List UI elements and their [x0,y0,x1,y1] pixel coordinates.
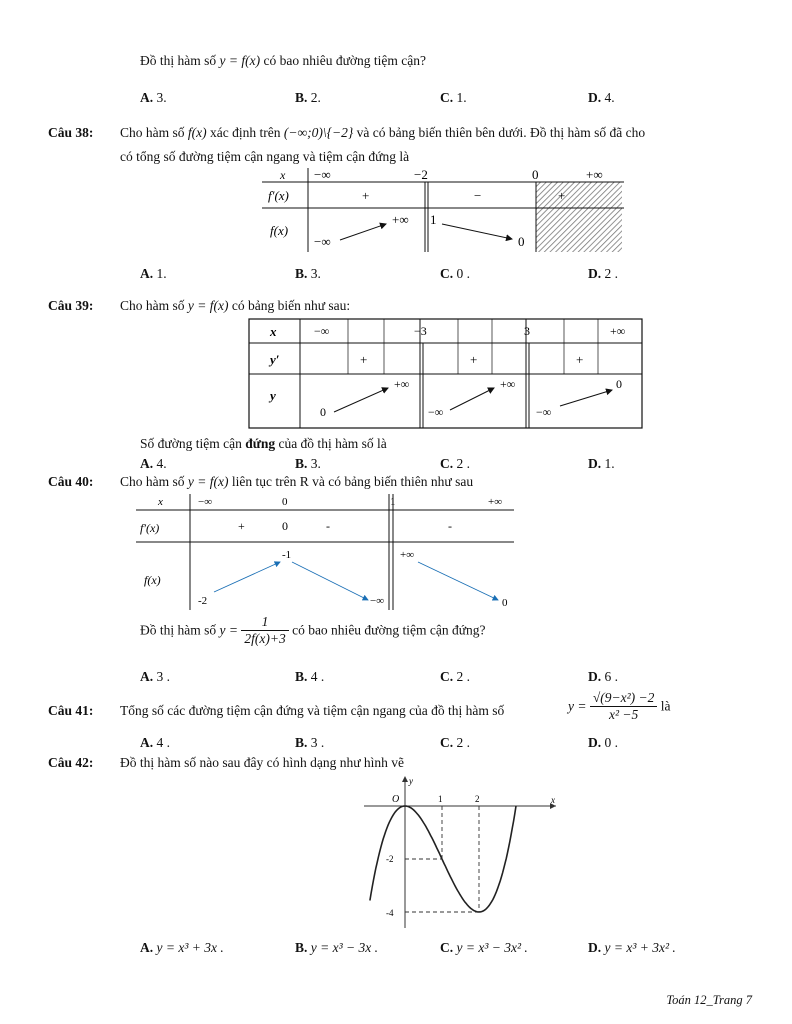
q39-x-val: +∞ [610,324,626,338]
page-footer: Toán 12_Trang 7 [666,993,752,1007]
q41-label: Câu 41: [48,703,94,718]
q39-y-val: −∞ [536,405,552,419]
q40-stem: Cho hàm số y = f(x) liên tục trên R và có bảng biến thiên như sau [120,474,474,489]
q37-option-d: D. 4. [588,90,615,105]
q39-x-val: −∞ [314,324,330,338]
q40-f-val: 0 [502,597,508,609]
q39-sign: + [360,352,368,367]
q40-x-val: 1 [390,496,396,508]
q37-stem: Đồ thị hàm số y = f(x) có bao nhiêu đường tiệm cận? [140,53,426,68]
q39-sign: + [470,352,478,367]
q42-option-b: B. y = x³ − 3x . [295,940,379,955]
y-axis-label: y [409,776,413,786]
q39-arrow-up [450,388,494,410]
q41-option-a: A. 4 . [140,735,170,750]
q40-x-val: +∞ [488,496,503,508]
q38-undefined-region [536,182,622,252]
q39-label: Câu 39: [48,298,94,313]
q40-f-val: -1 [282,549,292,561]
q42-graph [360,772,560,932]
q41-option-d: D. 0 . [588,735,618,750]
q38-f-val: 1 [430,212,437,227]
q39-yp-label: y′ [270,352,280,367]
q40-x-val: 0 [282,496,288,508]
q38-option-b: B. 3. [295,266,321,281]
q38-arrow-up [340,224,386,240]
q40-f-val: -2 [198,595,208,607]
q38-sign: + [362,188,370,203]
q38-fp-label: f′(x) [268,188,289,203]
q42-option-d: D. y = x³ + 3x² . [588,940,676,955]
q37-option-b: B. 2. [295,90,321,105]
tick-y-minus4: -4 [386,908,394,918]
q38-stem-line2: có tổng số đường tiệm cận ngang và tiệm cận đứng là [120,149,410,164]
q42-option-c: C. y = x³ − 3x² . [440,940,528,955]
origin-label: O [392,794,400,805]
q37-option-a: A. 3. [140,90,167,105]
q41-option-c: C. 2 . [440,735,470,750]
q40-sign: - [448,519,452,533]
q38-option-d: D. 2 . [588,266,618,281]
q39-option-b: B. 3. [295,456,321,471]
q40-f-val: −∞ [370,595,385,607]
q38-arrow-down [442,224,512,239]
q38-f-label: f(x) [270,223,289,238]
q42-option-a: A. y = x³ + 3x . [140,940,224,955]
q40-arrow-up [214,562,280,592]
q40-f-val: +∞ [400,549,415,561]
q38-x-val: −2 [414,167,428,182]
q38-variation-table [262,166,624,254]
q38-stem-line1: Cho hàm số f(x) xác định trên (−∞;0)\{−2} và có bảng biến thiên bên dưới. Đồ thị hàm số đã cho [120,125,646,140]
q39-y-val: 0 [616,377,622,391]
q39-x-label: x [270,324,277,339]
q38-f-val: −∞ [314,234,331,249]
q40-arrow-down [292,562,368,600]
q39-arrow-up [560,390,612,406]
tick-y-minus2: -2 [386,854,394,864]
q39-y-val: 0 [320,405,326,419]
q41-stem: Tổng số các đường tiệm cận đứng và tiệm cận ngang của đồ thị hàm số [120,703,505,718]
q40-variation-table [136,492,516,614]
q40-f-label: f(x) [144,573,161,587]
x-axis-label: x [551,795,555,805]
tick-x-1: 1 [438,794,443,804]
q39-option-d: D. 1. [588,456,615,471]
q39-stem: Cho hàm số y = f(x) có bảng biến như sau: [120,298,351,313]
q38-x-val: −∞ [314,167,331,182]
q38-label: Câu 38: [48,125,94,140]
q39-y-val: +∞ [500,377,516,391]
q40-question: Đồ thị hàm số y = $\frac{1}{2f(x)+3}$ có bao nhiêu đường tiệm cận đứng? [140,614,486,646]
q40-fraction: $\frac{1}{2f(x)+3}$ [241,614,288,647]
q39-variation-table [248,318,644,430]
q40-x-val: −∞ [198,496,213,508]
q40-sign: + [238,519,245,533]
q38-x-label: x [280,168,286,182]
q42-label: Câu 42: [48,755,94,770]
q39-option-a: A. 4. [140,456,167,471]
q39-y-val: −∞ [428,405,444,419]
q40-label: Câu 40: [48,474,94,489]
q40-arrow-down [418,562,498,600]
q40-option-c: C. 2 . [440,669,470,684]
q41-fraction: $\frac{\text{√(9−x²) −2}}{\text{x² −5}}$ [590,690,658,723]
q40-option-a: A. 3 . [140,669,170,684]
q39-y-val: +∞ [394,377,410,391]
q38-option-c: C. 0 . [440,266,470,281]
q38-option-a: A. 1. [140,266,167,281]
q40-sign: 0 [282,519,288,533]
q38-x-val: +∞ [586,167,603,182]
q39-option-c: C. 2 . [440,456,470,471]
q39-sign: + [576,352,584,367]
q39-arrow-up [334,388,388,412]
q38-f-val: +∞ [392,212,409,227]
q40-option-d: D. 6 . [588,669,618,684]
q39-y-label: y [270,388,276,403]
q38-f-val: 0 [518,234,525,249]
q37-option-c: C. 1. [440,90,467,105]
q38-sign: + [558,188,566,203]
q39-question: Số đường tiệm cận đứng của đồ thị hàm số là [140,436,387,451]
q42-stem: Đồ thị hàm số nào sau đây có hình dạng như hình vẽ [120,755,405,770]
tick-x-2: 2 [475,794,480,804]
y-axis-arrow [402,776,408,782]
q40-fp-label: f′(x) [140,521,160,535]
q41-formula: y = $\frac{\text{√(9−x²) −2}}{\text{x² −5}}$ là [568,690,671,722]
q39-x-val: −3 [414,324,427,338]
q40-sign: - [326,519,330,533]
q39-x-val: 3 [524,324,530,338]
q40-option-b: B. 4 . [295,669,325,684]
q38-sign: − [474,188,482,203]
q38-x-val: 0 [532,167,539,182]
q41-option-b: B. 3 . [295,735,325,750]
q40-x-label: x [158,496,163,508]
